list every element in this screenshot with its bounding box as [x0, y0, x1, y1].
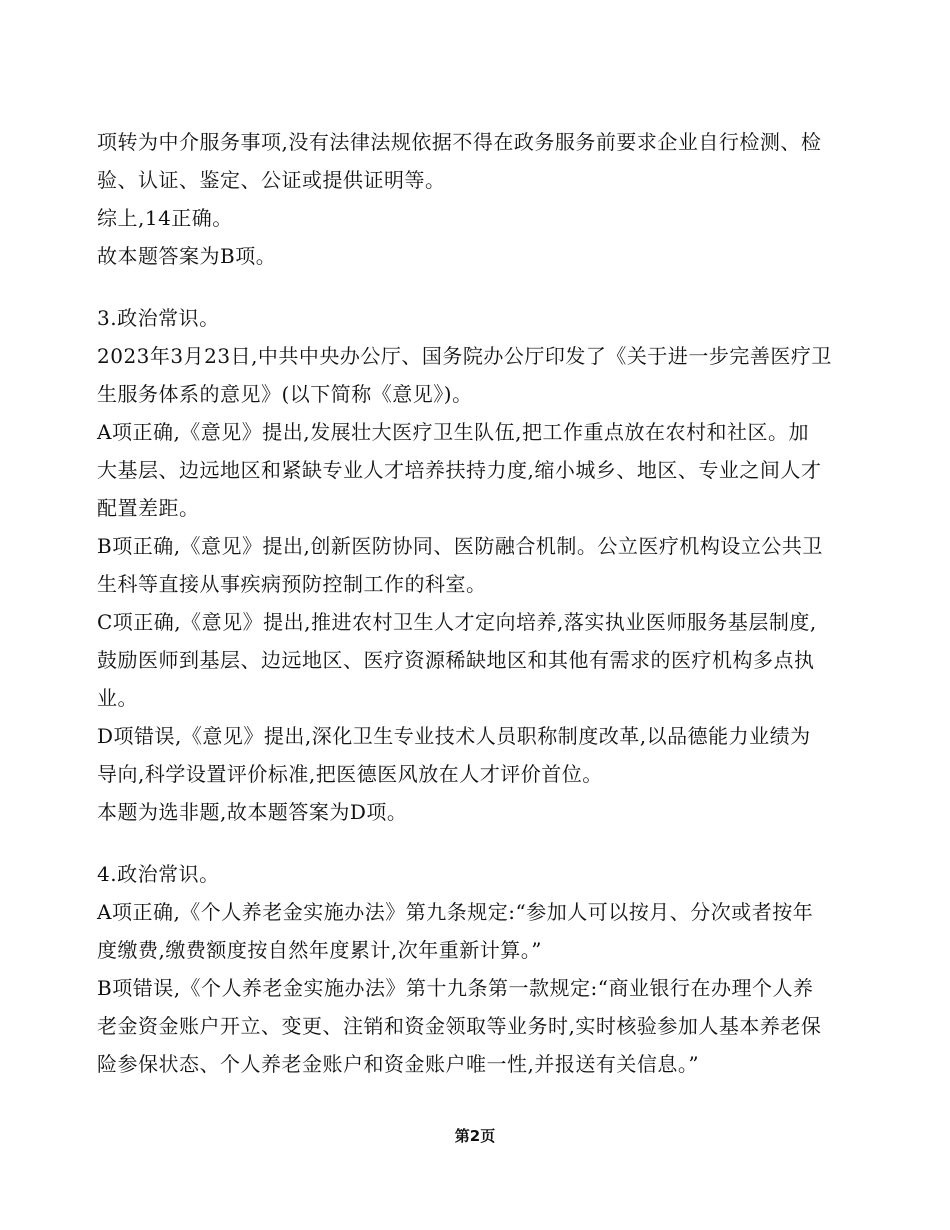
text-line: A项正确,《意见》提出,发展壮大医疗卫生队伍,把工作重点放在农村和社区。加	[97, 420, 810, 444]
text-line: A项正确,《个人养老金实施办法》第九条规定:“参加人可以按月、分次或者按年	[97, 900, 814, 924]
text-line: 度缴费,缴费额度按自然年度累计,次年重新计算。”	[97, 938, 542, 962]
text-line: B项错误,《个人养老金实施办法》第十九条第一款规定:“商业银行在办理个人养	[97, 976, 814, 1000]
text-line: 险参保状态、个人养老金账户和资金账户唯一性,并报送有关信息。”	[97, 1052, 700, 1076]
text-line: 鼓励医师到基层、边远地区、医疗资源稀缺地区和其他有需求的医疗机构多点执	[97, 648, 815, 672]
text-line: 老金资金账户开立、变更、注销和资金领取等业务时,实时核验参加人基本养老保	[97, 1014, 822, 1038]
section-heading: 4.政治常识。	[97, 862, 220, 886]
text-line: 综上,14正确。	[97, 206, 233, 230]
text-line: 大基层、边远地区和紧缺专业人才培养扶持力度,缩小城乡、地区、专业之间人才	[97, 458, 822, 482]
text-line: D项错误,《意见》提出,深化卫生专业技术人员职称制度改革,以品德能力业绩为	[97, 724, 811, 748]
text-line: 业。	[97, 686, 138, 710]
text-line: 本题为选非题,故本题答案为D项。	[97, 800, 408, 824]
page-number: 第2页	[454, 1127, 496, 1145]
text-line: B项正确,《意见》提出,创新医防协同、医防融合机制。公立医疗机构设立公共卫	[97, 534, 823, 558]
text-line: 配置差距。	[97, 496, 200, 520]
text-line: 项转为中介服务事项,没有法律法规依据不得在政务服务前要求企业自行检测、检	[97, 130, 822, 154]
section-heading: 3.政治常识。	[97, 306, 220, 330]
text-line: 故本题答案为B项。	[97, 244, 277, 268]
text-line: 2023年3月23日,中共中央办公厅、国务院办公厅印发了《关于进一步完善医疗卫	[97, 344, 832, 368]
text-line: 生科等直接从事疾病预防控制工作的科室。	[97, 572, 487, 596]
text-line: C项正确,《意见》提出,推进农村卫生人才定向培养,落实执业医师服务基层制度,	[97, 610, 817, 634]
text-line: 生服务体系的意见》(以下简称《意见》)。	[97, 382, 473, 406]
text-line: 导向,科学设置评价标准,把医德医风放在人才评价首位。	[97, 762, 603, 786]
text-line: 验、认证、鉴定、公证或提供证明等。	[97, 168, 446, 192]
